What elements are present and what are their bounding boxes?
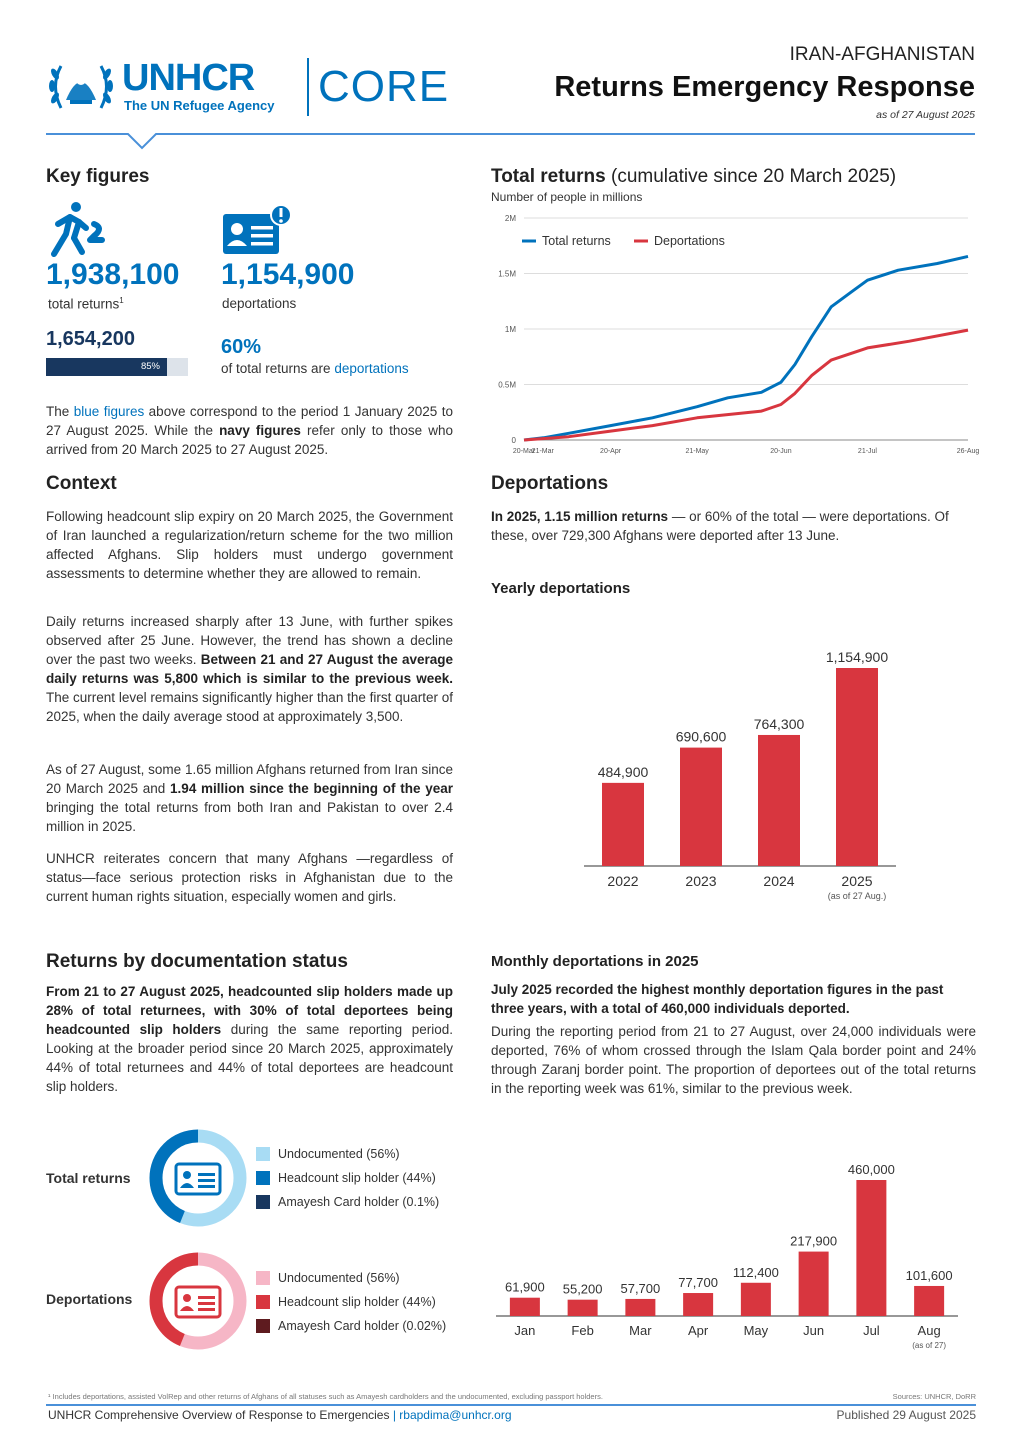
- total-returns-value: 1,938,100: [46, 258, 180, 291]
- category-label: Jan: [514, 1323, 536, 1338]
- navy-progress-bar: [46, 358, 188, 376]
- footer-rule: [46, 1404, 976, 1406]
- total-returns-label: total returns$^1$: [48, 296, 124, 312]
- navy-figure-value: 1,654,200: [46, 328, 135, 350]
- y-tick-label: 2M: [504, 214, 516, 223]
- as-of-date: as of 27 August 2025: [876, 109, 975, 121]
- total-returns-donut: [148, 1128, 248, 1228]
- deportations-donut-legend: [256, 1266, 446, 1338]
- org-tagline: The UN Refugee Agency: [124, 98, 275, 113]
- context-paragraph-3: As of 27 August, some 1.65 million Afghans returned from Iran since 20 March 2025 and 1.94 million since the beginning of the year bringing the total returns from both Iran and Pakistan to over 2.4 million in 2025.: [46, 762, 453, 834]
- context-paragraph-4: UNHCR reiterates concern that many Afghans —regardless of status—face serious protection risks in Afghanistan due to the current human rights situation, especially women and girls.: [46, 851, 453, 904]
- bar: [680, 748, 722, 866]
- legend-swatch: [256, 1171, 270, 1185]
- key-figures-heading: Key figures: [46, 166, 150, 187]
- category-label: May: [743, 1323, 769, 1338]
- legend-item: [256, 1190, 439, 1214]
- walking-person-icon: [46, 200, 110, 260]
- data-label: 112,400: [732, 1264, 779, 1280]
- context-paragraph-1: Following headcount slip expiry on 20 March 2025, the Government of Iran launched a regularization/return scheme for the two million affected Afghans. Slip holders must undergo government assessments to determine whether they are allowed to remain.: [46, 509, 453, 581]
- org-name: UNHCR: [122, 57, 255, 99]
- category-label: 2022: [607, 873, 639, 889]
- navy-progress-label: 85%: [140, 361, 160, 372]
- legend-label: Total returns: [542, 234, 611, 248]
- x-tick-label: 21-Mar: [531, 448, 554, 455]
- monthly-body: During the reporting period from 21 to 27 August, over 24,000 individuals were deported, 76% of whom crossed through the Islam Qala border point and 24% through Zaranj border point. The proportion of deportees out of the total returns in the reporting week was 61%, similar to the previous week.: [491, 1024, 976, 1096]
- legend-item: [256, 1166, 439, 1190]
- category-label: Mar: [629, 1323, 652, 1338]
- deportations-donut: [148, 1251, 248, 1351]
- deportations-value: 1,154,900: [221, 258, 355, 291]
- data-label: 101,600: [905, 1267, 953, 1283]
- category-label: 2023: [685, 873, 717, 889]
- data-label: 690,600: [675, 728, 727, 745]
- sources: Sources: UNHCR, DoRR: [892, 1392, 976, 1401]
- footer-email-link[interactable]: rbapdima@unhcr.org: [399, 1408, 512, 1422]
- bar: [836, 668, 878, 866]
- legend-item: [256, 1314, 446, 1338]
- doc-row-dep-label: Deportations: [46, 1291, 133, 1307]
- footnote: ¹ Includes deportations, assisted VolRep and other returns of Afghans of all statuses such as Amayesh cardholders and the undocumented, excluding passport holders.: [48, 1392, 603, 1401]
- legend-swatch: [256, 1147, 270, 1161]
- legend-label: Amayesh Card holder (0.02%): [278, 1319, 447, 1333]
- y-tick-label: 0.5M: [498, 380, 516, 390]
- legend-label: Headcount slip holder (44%): [278, 1171, 436, 1185]
- y-tick-label: 1M: [504, 325, 516, 334]
- y-tick-label: 1.5M: [498, 269, 516, 279]
- deportations-text: In 2025, 1.15 million returns — or 60% of the total — were deportations. Of these, over 729,300 Afghans were deported after 13 June.: [491, 509, 949, 543]
- data-label: 460,000: [847, 1162, 895, 1177]
- logo-divider: [307, 58, 309, 116]
- x-tick-label: 21-May: [685, 448, 709, 455]
- id-card-alert-icon: [221, 204, 295, 256]
- total-returns-donut-legend: [256, 1142, 439, 1214]
- legend-swatch: [256, 1295, 270, 1309]
- legend-item: [256, 1142, 439, 1166]
- key-figures-note: The blue figures above correspond to the period 1 January 2025 to 27 August 2025. While the navy figures refer only to those who arrived from 20 March 2025 to 27 August 2025.: [46, 404, 453, 457]
- doc-row-total-label: Total returns: [46, 1170, 131, 1186]
- deportations-heading: Deportations: [491, 473, 609, 494]
- monthly-lead: July 2025 recorded the highest monthly deportation figures in the past three years, with a total of 460,000 individuals deported.: [491, 982, 944, 1016]
- total-returns-chart-heading: Total returns (cumulative since 20 March 2025): [491, 166, 897, 187]
- y-tick-label: 0: [511, 436, 516, 445]
- data-label: 57,700: [620, 1280, 661, 1296]
- category-label: Jun: [803, 1323, 825, 1338]
- legend-item: [256, 1266, 446, 1290]
- header-region: IRAN-AFGHANISTAN: [789, 44, 975, 65]
- documentation-heading: Returns by documentation status: [46, 951, 348, 972]
- data-label: 484,900: [597, 763, 649, 780]
- data-label: 55,200: [562, 1281, 603, 1297]
- bar: [602, 783, 644, 866]
- x-tick-label: 20-Mar: [512, 448, 536, 455]
- total-returns-chart-subtitle: Number of people in millions: [491, 190, 643, 204]
- documentation-text: From 21 to 27 August 2025, headcounted slip holders made up 28% of total returnees, with 30% of total deportees being headcounted slip holders during the same reporting period. Looking at the broader period since 20 March 2025, approximately 44% of total returnees and 44% of total deportees are headcount slip holders.: [46, 984, 453, 1094]
- legend-swatch: [256, 1319, 270, 1333]
- x-tick-label: 21-Jul: [857, 448, 878, 455]
- bar: [510, 1298, 540, 1316]
- published-date: Published 29 August 2025: [836, 1408, 976, 1422]
- bar: [799, 1252, 829, 1316]
- legend-label: Deportations: [654, 234, 725, 248]
- category-label: Jul: [863, 1323, 880, 1338]
- header-rule: [46, 128, 976, 150]
- context-heading: Context: [46, 473, 117, 494]
- data-label: 61,900: [504, 1279, 545, 1295]
- bar: [625, 1299, 655, 1316]
- bar: [914, 1286, 944, 1316]
- bar: [741, 1283, 771, 1316]
- laurel-icon: [46, 56, 116, 118]
- x-tick-label: 26-Aug: [956, 448, 980, 455]
- category-label: 2024: [763, 873, 795, 889]
- data-label: 764,300: [753, 715, 805, 732]
- data-label: 217,900: [790, 1233, 838, 1249]
- legend-label: Undocumented (56%): [278, 1147, 400, 1161]
- legend-label: Headcount slip holder (44%): [278, 1295, 436, 1309]
- series-line: [524, 330, 968, 440]
- category-label: Apr: [688, 1323, 709, 1338]
- unhcr-logo: [46, 56, 296, 118]
- context-paragraph-2: Daily returns increased sharply after 13 June, with further spikes observed after 25 June. However, the trend has shown a decline over the past two weeks. Between 21 and 27 August the average daily returns was 5,800 which is similar to the previous week. The current level remains significantly higher than the first quarter of 2025, when the daily average stood at approximately 3,500.: [46, 614, 453, 724]
- dep-share-text: of total returns are deportations: [221, 361, 409, 376]
- page-title: Returns Emergency Response: [554, 71, 975, 103]
- monthly-deportations-heading: Monthly deportations in 2025: [491, 953, 699, 970]
- legend-swatch: [256, 1195, 270, 1209]
- category-label: 2025: [841, 873, 873, 889]
- bar: [683, 1293, 713, 1316]
- legend-swatch: [256, 1271, 270, 1285]
- id-card-icon: [176, 1287, 220, 1317]
- x-tick-label: 20-Apr: [600, 448, 622, 455]
- yearly-deportations-chart: [560, 640, 940, 910]
- category-label: Aug: [917, 1323, 941, 1338]
- total-returns-line-chart: [490, 208, 980, 458]
- category-label: Feb: [571, 1323, 594, 1338]
- bar: [856, 1180, 886, 1316]
- legend-label: Amayesh Card holder (0.1%): [278, 1195, 440, 1209]
- yearly-deportations-heading: Yearly deportations: [491, 580, 631, 597]
- bar: [758, 735, 800, 866]
- product-name: CORE: [318, 62, 450, 111]
- data-label: 1,154,900: [825, 649, 889, 665]
- category-note: (as of 27): [912, 1341, 947, 1350]
- id-card-icon: [176, 1164, 220, 1194]
- legend-label: Undocumented (56%): [278, 1271, 400, 1285]
- monthly-deportations-chart: [496, 1150, 976, 1360]
- deportations-label: deportations: [222, 296, 297, 311]
- x-tick-label: 20-Jun: [770, 448, 792, 455]
- footer-left: UNHCR Comprehensive Overview of Response to Emergencies | rbapdima@unhcr.org: [48, 1408, 512, 1422]
- bar: [568, 1300, 598, 1316]
- category-note: (as of 27 Aug.): [827, 891, 887, 901]
- dep-share-value: 60%: [221, 336, 262, 358]
- legend-item: [256, 1290, 446, 1314]
- data-label: 77,700: [678, 1275, 719, 1291]
